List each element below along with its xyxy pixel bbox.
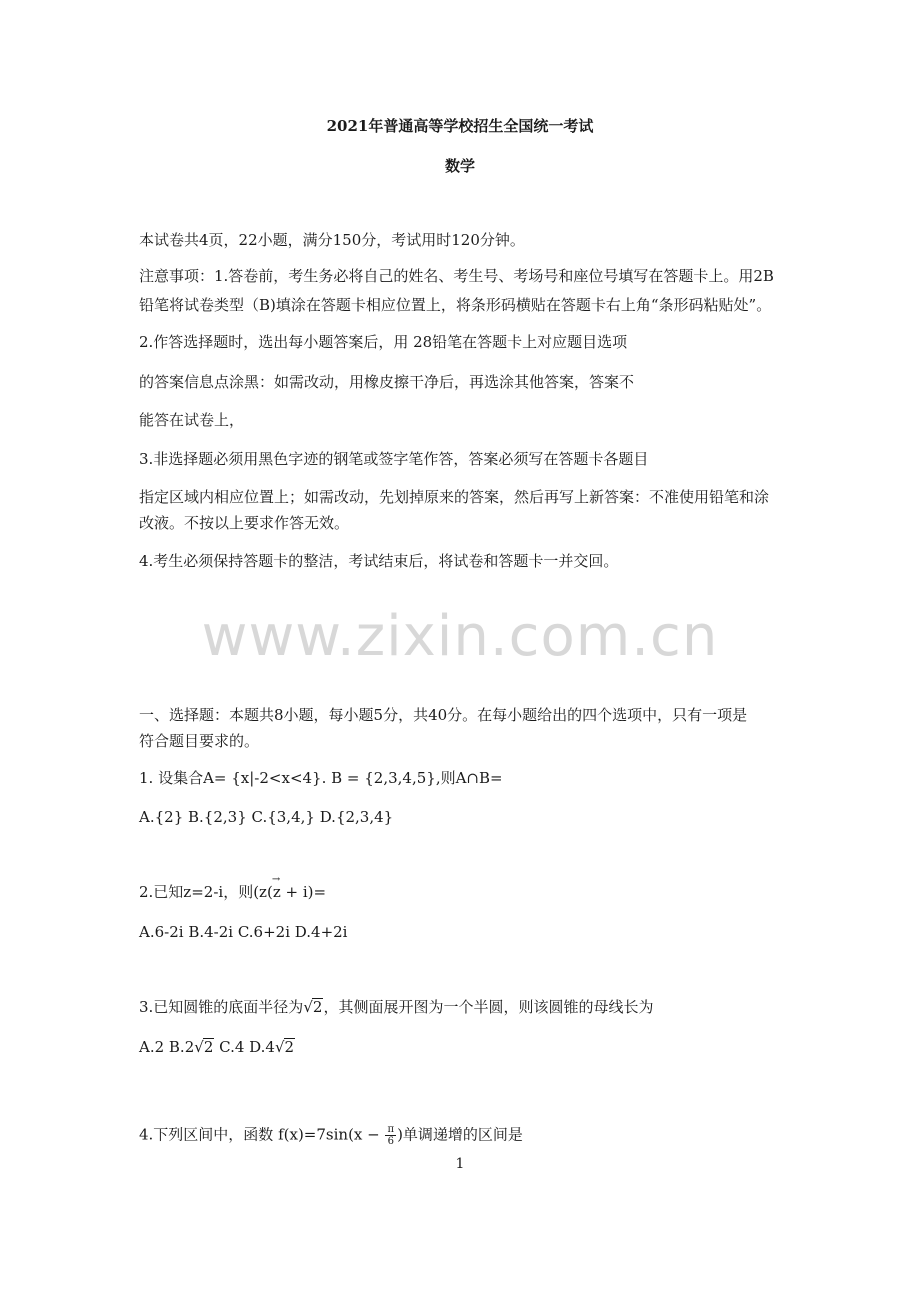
question-2-stem: 2.已知z=2-i，则(z(→ z + i)= (139, 882, 326, 902)
notice-line: 2.作答选择题时，选出每小题答案后，用 28铅笔在答题卡上对应题目选项 (139, 333, 628, 351)
question-3-options: A.2 B.2√2 C.4 D.4√2 (139, 1038, 295, 1056)
question-1-options: A.{2} B.{2,3} C.{3,4,} D.{2,3,4} (139, 808, 394, 826)
watermark: www.zixin.com.cn (201, 604, 719, 669)
question-3-stem: 3.已知圆锥的底面半径为√2，其侧面展开图为一个半圆，则该圆锥的母线长为 (139, 998, 654, 1016)
notice-line: 4.考生必须保持答题卡的整洁，考试结束后，将试卷和答题卡一并交回。 (139, 552, 619, 570)
notice-line: 能答在试卷上， (139, 411, 245, 429)
section-heading: 符合题目要求的。 (139, 732, 260, 750)
notice-line: 注意事项：1.答卷前，考生务必将自己的姓名、考生号、考场号和座位号填写在答题卡上。用2B (139, 267, 774, 285)
page-number: 1 (455, 1156, 465, 1172)
question-2-options: A.6-2i B.4-2i C.6+2i D.4+2i (139, 923, 348, 941)
question-4-stem: 4.下列区间中，函数 f(x)=7sin(x − $\frac{\pi}{6}$ )单调递增的区间是 (139, 1124, 523, 1147)
question-1-stem: 1. 设集合A= {x|-2<x<4}. B = {2,3,4,5},则A∩B= (139, 769, 503, 787)
intro-text: 本试卷共4页，22小题，满分150分，考试用时120分钟。 (139, 231, 525, 249)
notice-line: 铅笔将试卷类型（B)填涂在答题卡相应位置上，将条形码横贴在答题卡右上角“条形码粘贴处”。 (139, 296, 772, 314)
exam-title: 2021年普通高等学校招生全国统一考试 (326, 117, 594, 135)
sqrt-radicand: 2 (312, 998, 323, 1016)
conjugate-z: → z (273, 882, 281, 902)
notice-line: 的答案信息点涂黑：如需改动，用橡皮擦干净后，再选涂其他答案，答案不 (139, 373, 635, 391)
fraction-pi-over-6: $\frac{\pi}{6}$ (387, 1124, 395, 1147)
notice-line: 指定区域内相应位置上；如需改动，先划掉原来的答案，然后再写上新答案：不准使用铅笔和涂 (139, 488, 770, 506)
subject-title: 数学 (444, 157, 475, 175)
section-heading: 一、选择题：本题共8小题，每小题5分，共40分。在每小题给出的四个选项中，只有一项是 (139, 706, 748, 724)
notice-line: 改液。不按以上要求作答无效。 (139, 514, 350, 532)
notice-line: 3.非选择题必须用黑色字迹的钢笔或签字笔作答，答案必须写在答题卡各题目 (139, 450, 649, 468)
